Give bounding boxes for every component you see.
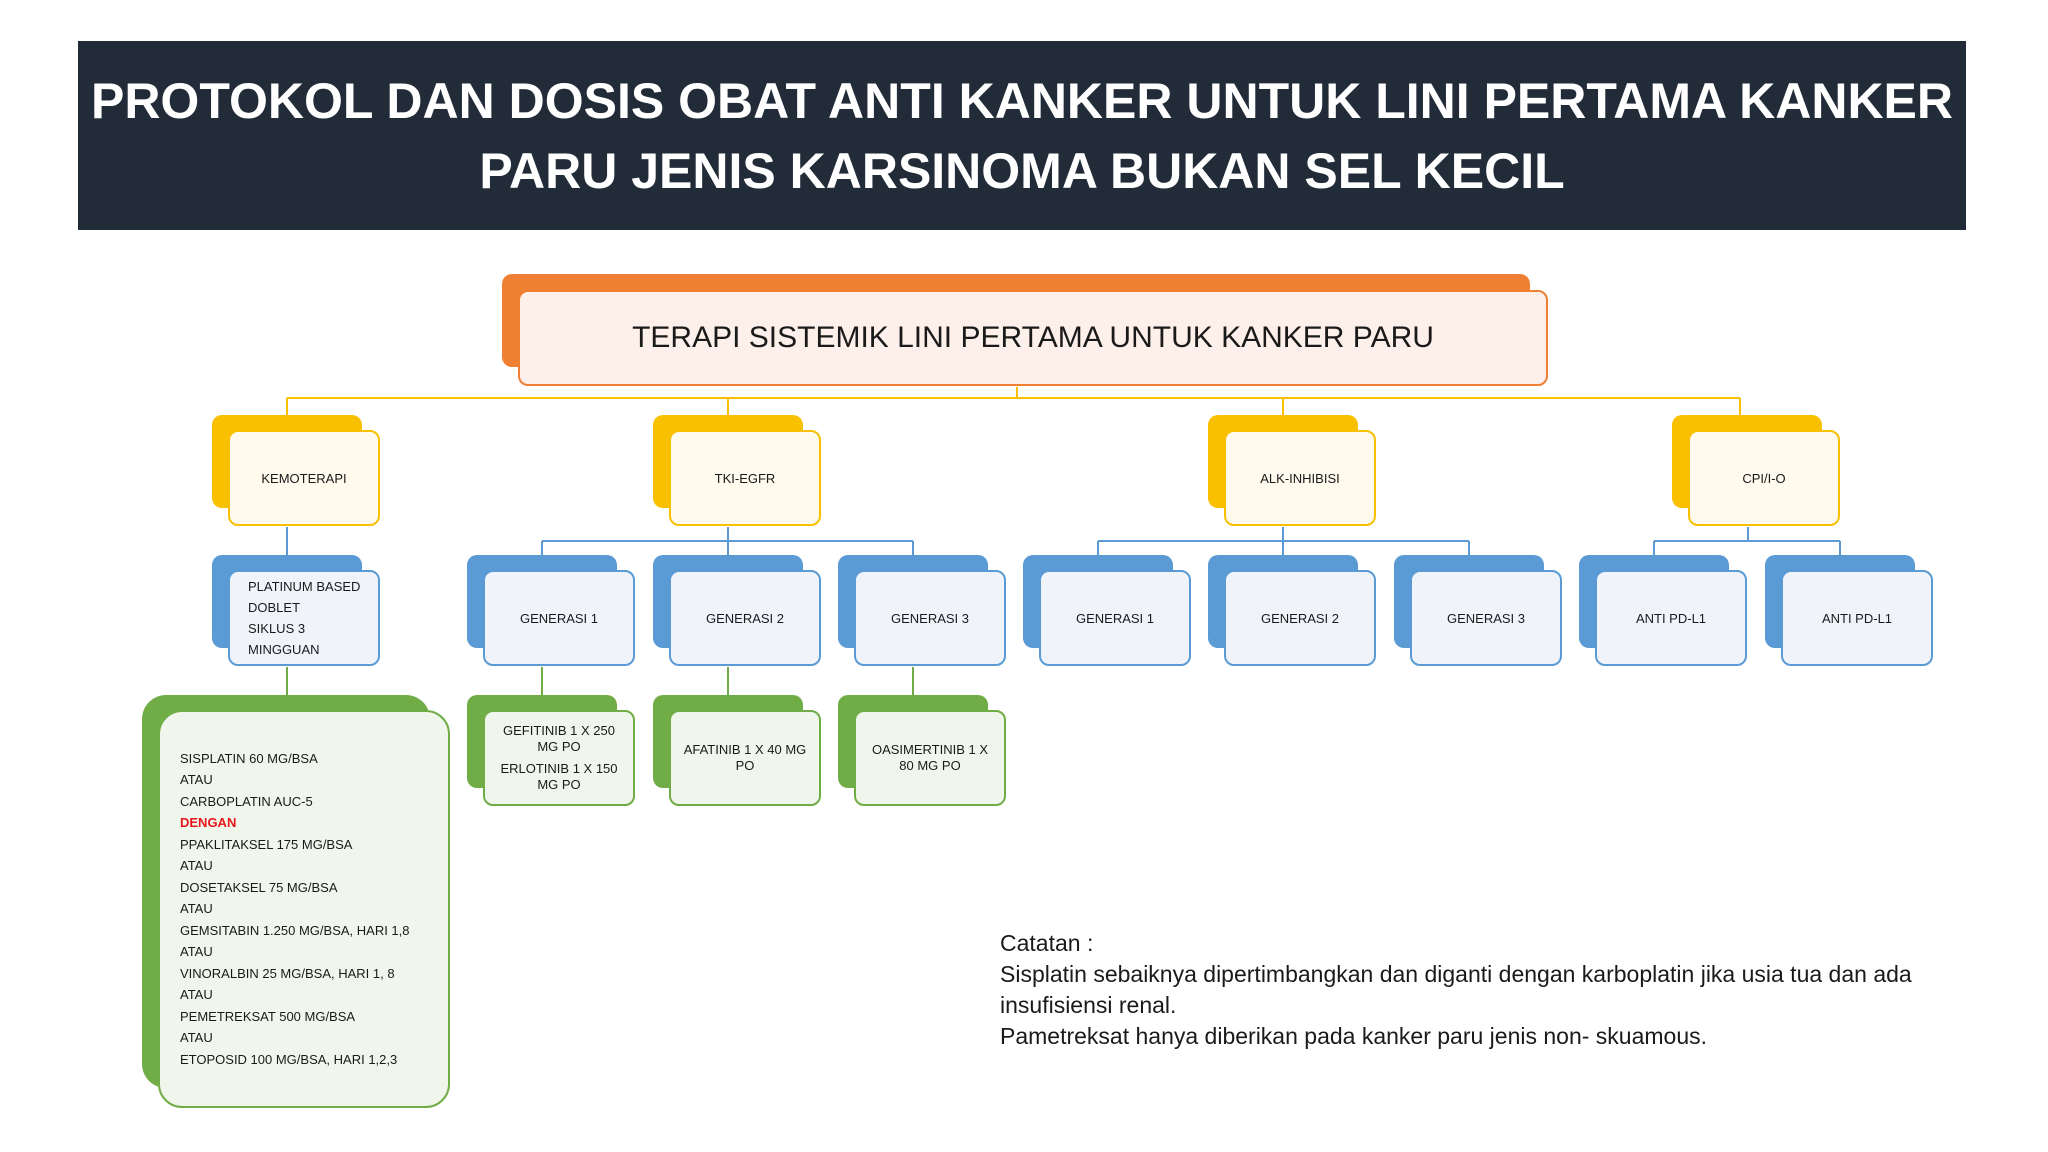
- drug-erlotinib: ERLOTINIB 1 X 150 MG PO: [500, 761, 618, 792]
- regimen-item: SISPLATIN 60 MG/BSA: [180, 750, 318, 766]
- connector-tki-to-generations: [542, 527, 913, 555]
- regimen-item: ETOPOSID 100 MG/BSA, HARI 1,2,3: [180, 1051, 398, 1067]
- regimen-item: DOSETAKSEL 75 MG/BSA: [180, 879, 338, 895]
- connector-cpi-to-items: [1654, 527, 1840, 555]
- slide-title-line-2: PARU JENIS KARSINOMA BUKAN SEL KECIL: [479, 142, 1565, 199]
- category-cpi-io-label: CPI/I-O: [1742, 470, 1786, 486]
- alk-generation-1-label: GENERASI 1: [1075, 610, 1155, 626]
- drug-afatinib: AFATINIB 1 X 40 MG PO: [683, 742, 807, 773]
- regimen-item: PPAKLITAKSEL 175 MG/BSA: [180, 836, 353, 852]
- regimen-item: VINORALBIN 25 MG/BSA, HARI 1, 8: [180, 965, 395, 981]
- cpi-anti-pd-l1-2-label: ANTI PD-L1: [1821, 610, 1893, 626]
- tki-egfr-generation-3-label: GENERASI 3: [890, 610, 970, 626]
- slide-title-line-1: PROTOKOL DAN DOSIS OBAT ANTI KANKER UNTUK LINI PERTAMA KANKER: [90, 72, 1954, 129]
- regimen-item-emphasis: DENGAN: [180, 815, 237, 831]
- notes-line-2: Pametreksat hanya diberikan pada kanker paru jenis non- skuamous.: [1000, 1023, 1708, 1049]
- drug-gefitinib: GEFITINIB 1 X 250 MG PO: [503, 723, 615, 754]
- platinum-line-2: DOBLET: [248, 600, 301, 615]
- platinum-line-3: SIKLUS 3 MINGGUAN: [248, 621, 320, 657]
- cpi-anti-pd-l1-1-label: ANTI PD-L1: [1635, 610, 1707, 626]
- regimen-item: ATAU: [180, 944, 213, 960]
- tki-egfr-generation-1-label: GENERASI 1: [519, 610, 599, 626]
- regimen-item: ATAU: [180, 772, 213, 788]
- connector-root-to-categories: [287, 387, 1740, 415]
- alk-generation-2-label: GENERASI 2: [1260, 610, 1340, 626]
- category-tki-egfr-label: TKI-EGFR: [714, 470, 776, 486]
- connector-alk-to-generations: [1098, 527, 1469, 555]
- tki-egfr-generation-2-label: GENERASI 2: [705, 610, 785, 626]
- regimen-item: GEMSITABIN 1.250 MG/BSA, HARI 1,8: [180, 922, 410, 938]
- notes-line-1: Sisplatin sebaiknya dipertimbangkan dan diganti dengan karboplatin jika usia tua dan ada insufisiensi renal.: [1000, 961, 1912, 1018]
- connector-generations-to-drugs: [542, 667, 913, 695]
- regimen-item: ATAU: [180, 987, 213, 1003]
- drug-osimertinib: OASIMERTINIB 1 X 80 MG PO: [871, 742, 989, 773]
- regimen-item: PEMETREKSAT 500 MG/BSA: [180, 1008, 356, 1024]
- regimen-item: CARBOPLATIN AUC-5: [180, 793, 313, 809]
- category-kemoterapi-label: KEMOTERAPI: [261, 470, 347, 486]
- alk-generation-3-label: GENERASI 3: [1446, 610, 1526, 626]
- regimen-item: ATAU: [180, 901, 213, 917]
- regimen-item: ATAU: [180, 1030, 213, 1046]
- category-alk-inhibisi-label: ALK-INHIBISI: [1260, 470, 1340, 486]
- regimen-item: ATAU: [180, 858, 213, 874]
- root-node-label: TERAPI SISTEMIK LINI PERTAMA UNTUK KANKER PARU: [632, 321, 1434, 354]
- notes-heading: Catatan :: [1000, 930, 1094, 956]
- notes-section: [1000, 928, 1960, 1052]
- platinum-line-1: PLATINUM BASED: [248, 579, 361, 594]
